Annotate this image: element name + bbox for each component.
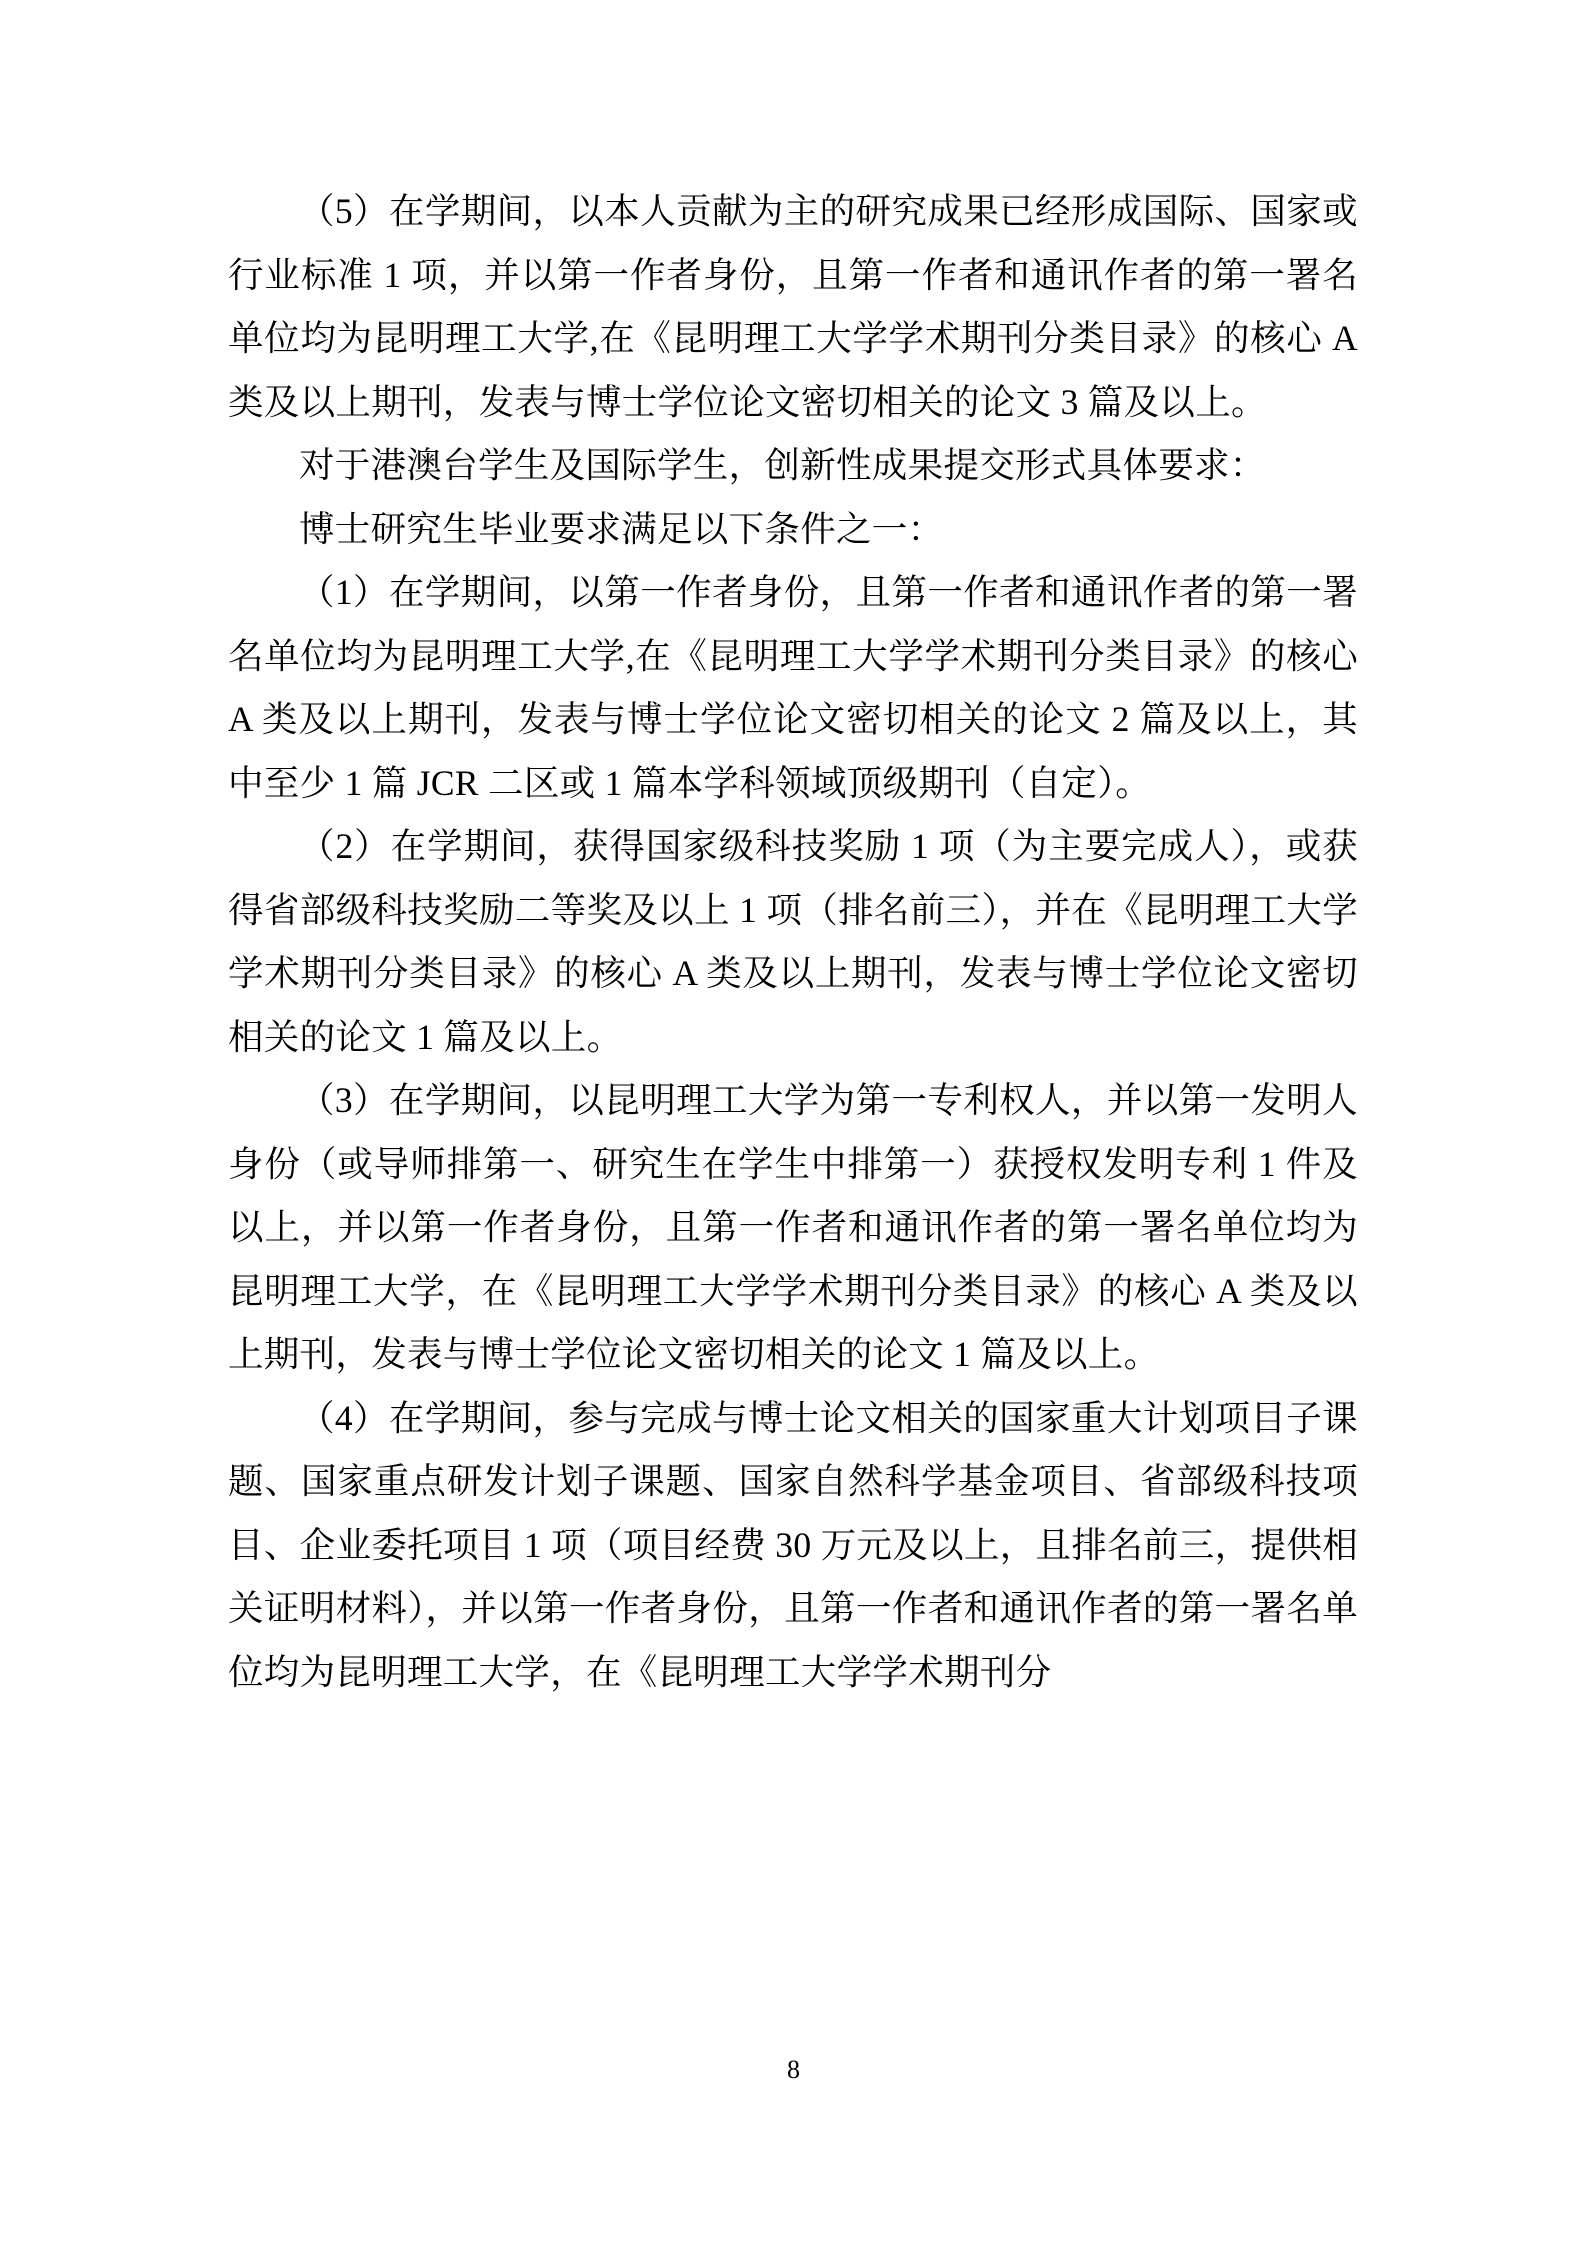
page-body xyxy=(228,180,1358,1704)
paragraph-overseas-students-intro: 对于港澳台学生及国际学生，创新性成果提交形式具体要求： xyxy=(299,445,1266,485)
paragraph-condition-5: （5）在学期间，以本人贡献为主的研究成果已经形成国际、国家或行业标准 1 项，并以第一作者身份，且第一作者和通讯作者的第一署名单位均为昆明理工大学,在《昆明理工大学学术期刊分类目录》的核心 A 类及以上期刊，发表与博士学位论文密切相关的论文 3 篇及以上。 xyxy=(228,191,1358,422)
page-number: 8 xyxy=(787,2055,800,2084)
paragraph-condition-3: （3）在学期间，以昆明理工大学为第一专利权人，并以第一发明人身份（或导师排第一、研究生在学生中排第一）获授权发明专利 1 件及以上，并以第一作者身份，且第一作者和通讯作者的第一署名单位均为昆明理工大学，在《昆明理工大学学术期刊分类目录》的核心 A 类及以上期刊，发表与博士学位论文密切相关的论文 1 篇及以上。 xyxy=(228,1080,1358,1374)
paragraph-condition-1: （1）在学期间，以第一作者身份，且第一作者和通讯作者的第一署名单位均为昆明理工大学,在《昆明理工大学学术期刊分类目录》的核心 A 类及以上期刊，发表与博士学位论文密切相关的论文 2 篇及以上，其中至少 1 篇 JCR 二区或 1 篇本学科领域顶级期刊（自定）。 xyxy=(228,572,1358,803)
paragraph-condition-4: （4）在学期间，参与完成与博士论文相关的国家重大计划项目子课题、国家重点研发计划子课题、国家自然科学基金项目、省部级科技项目、企业委托项目 1 项（项目经费 30 万元及以上，且排名前三，提供相关证明材料），并以第一作者身份，且第一作者和通讯作者的第一署名单位均为昆明理工大学，在《昆明理工大学学术期刊分 xyxy=(228,1397,1358,1692)
paragraph-condition-2: （2）在学期间，获得国家级科技奖励 1 项（为主要完成人），或获得省部级科技奖励二等奖及以上 1 项（排名前三），并在《昆明理工大学学术期刊分类目录》的核心 A 类及以上期刊，发表与博士学位论文密切相关的论文 1 篇及以上。 xyxy=(228,826,1358,1057)
paragraph-doctoral-requirements-intro: 博士研究生毕业要求满足以下条件之一： xyxy=(299,508,944,549)
